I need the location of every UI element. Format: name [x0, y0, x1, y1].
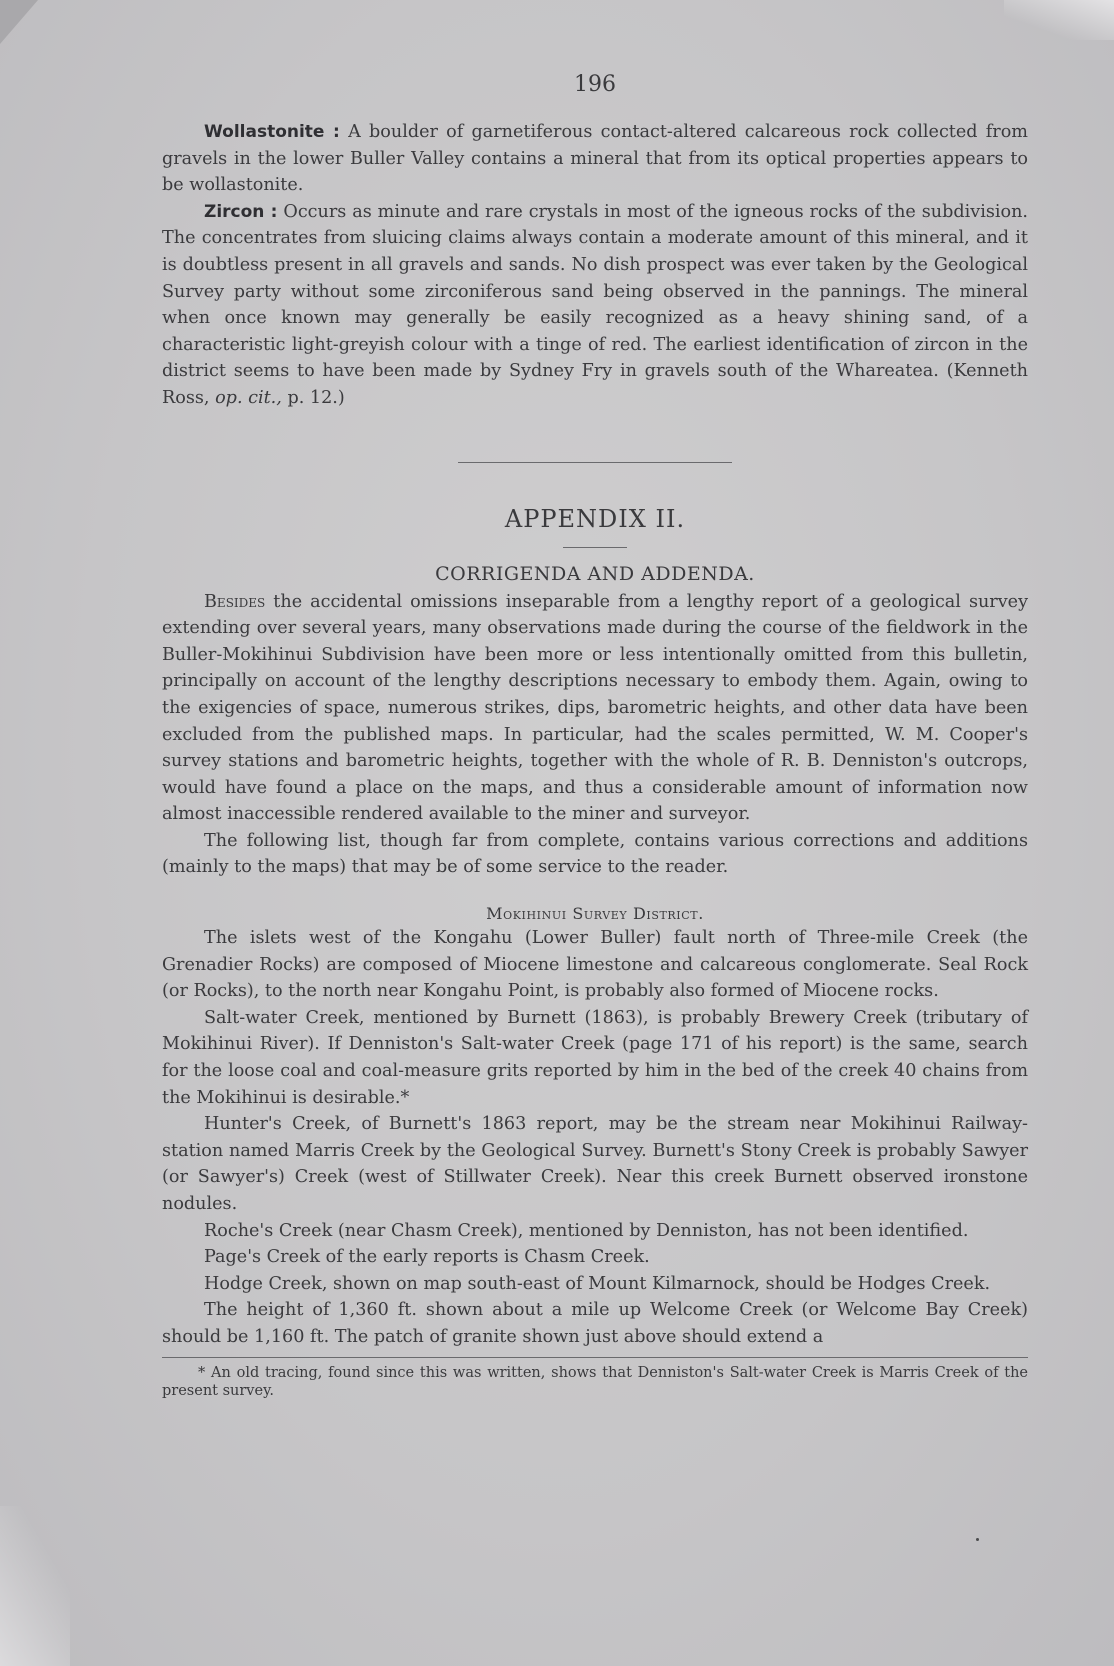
appendix-subtitle: CORRIGENDA AND ADDENDA. [435, 562, 755, 585]
page-edge-highlight [0, 1506, 70, 1666]
title-underline [563, 547, 627, 548]
page-corner-shadow [0, 0, 38, 44]
section-divider [458, 462, 732, 463]
intro-text: the accidental omissions inseparable from a lengthy report of a geological survey extending over several years, many observations made during the course of the fieldwork in the Buller-Mokihinui Subdivision have been more or less intentionally omitted from this bulletin, principally on account of the lengthy descriptions necessary to embody them. Again, owing to the exigencies of space, numerous strikes, dips, barometric heights, and other data have been excluded from the published maps. In particular, had the scales permitted, W. M. Cooper's survey stations and barometric heights, together with the whole of R. B. Denniston's outcrops, would have found a place on the maps, and thus a considerable amount of information now almost inaccessible rendered available to the miner and surveyor. [162, 591, 1029, 825]
mineral-entry-wollastonite [162, 119, 1028, 199]
mineral-description: Occurs as minute and rare crystals in most of the igneous rocks of the subdivision. The concentrates from sluicing claims always contain a moderate amount of this mineral, and it is doubtless present in all gravels and sands. No dish prospect was ever taken by the Geological Survey party without some zirconiferous sand being observed in the pannings. The mineral when once known may generally be easily recognized as a heavy shining sand, of a characteristic light-greyish colour with a tinge of red. The earliest identification of zircon in the district seems to have been made by Sydney Fry in gravels south of the Whareatea. (Kenneth Ross, [162, 201, 1029, 408]
page-number: 196 [574, 72, 616, 97]
footnote: * An old tracing, found since this was written, shows that Denniston's Salt-water Creek is Marris Creek of the present survey. [162, 1364, 1028, 1399]
district-paragraph: The islets west of the Kongahu (Lower Buller) fault north of Three-mile Creek (the Grenadier Rocks) are composed of Miocene limestone and calcareous conglomerate. Seal Rock (or Rocks), to the north near Kongahu Point, is probably also formed of Miocene rocks. [162, 928, 1028, 1002]
mineral-term: Wollastonite : [204, 122, 340, 142]
citation-italic: op. cit., [215, 387, 282, 408]
appendix-intro-second: The following list, though far from complete, contains various corrections and additions (mainly to the maps) that may be of some service to the reader. [162, 830, 1028, 878]
footnote-divider [162, 1357, 1028, 1358]
appendix-title: APPENDIX II. [504, 504, 686, 533]
page-content [162, 72, 1028, 1400]
district-paragraph: The height of 1,360 ft. shown about a mile up Welcome Creek (or Welcome Bay Creek) should be 1,160 ft. The patch of granite shown just above should extend a [162, 1300, 1028, 1347]
intro-lead-word: Besides [204, 591, 266, 612]
mineral-description: A boulder of garnetiferous contact-altered calcareous rock collected from gravels in the lower Buller Valley contains a mineral that from its optical properties appears to be wollastonite. [162, 122, 1028, 196]
mineral-entry-zircon [162, 199, 1028, 412]
district-paragraph: Roche's Creek (near Chasm Creek), mentioned by Denniston, has not been identified. [204, 1220, 969, 1241]
mineral-term: Zircon : [204, 201, 278, 222]
print-speck [976, 1538, 979, 1541]
citation-end: p. 12.) [287, 387, 345, 408]
appendix-intro [162, 589, 1028, 828]
page-corner-highlight [1004, 0, 1114, 40]
district-paragraph: Hodge Creek, shown on map south-east of Mount Kilmarnock, should be Hodges Creek. [204, 1273, 991, 1294]
district-paragraph: Page's Creek of the early reports is Chasm Creek. [204, 1247, 650, 1268]
district-heading: Mokihinui Survey District. [486, 904, 704, 924]
district-paragraph: Salt-water Creek, mentioned by Burnett (1863), is probably Brewery Creek (tributary of Mokihinui River). If Denniston's Salt-water Creek (page 171 of his report) is the same, search for the loose coal and coal-measure grits reported by him in the bed of the creek 40 chains from the Mokihinui is desirable.* [162, 1007, 1028, 1108]
district-paragraph: Hunter's Creek, of Burnett's 1863 report, may be the stream near Mokihinui Railway-station named Marris Creek by the Geological Survey. Burnett's Stony Creek is probably Sawyer (or Sawyer's) Creek (west of Stillwater Creek). Near this creek Burnett observed ironstone nodules. [162, 1114, 1028, 1214]
